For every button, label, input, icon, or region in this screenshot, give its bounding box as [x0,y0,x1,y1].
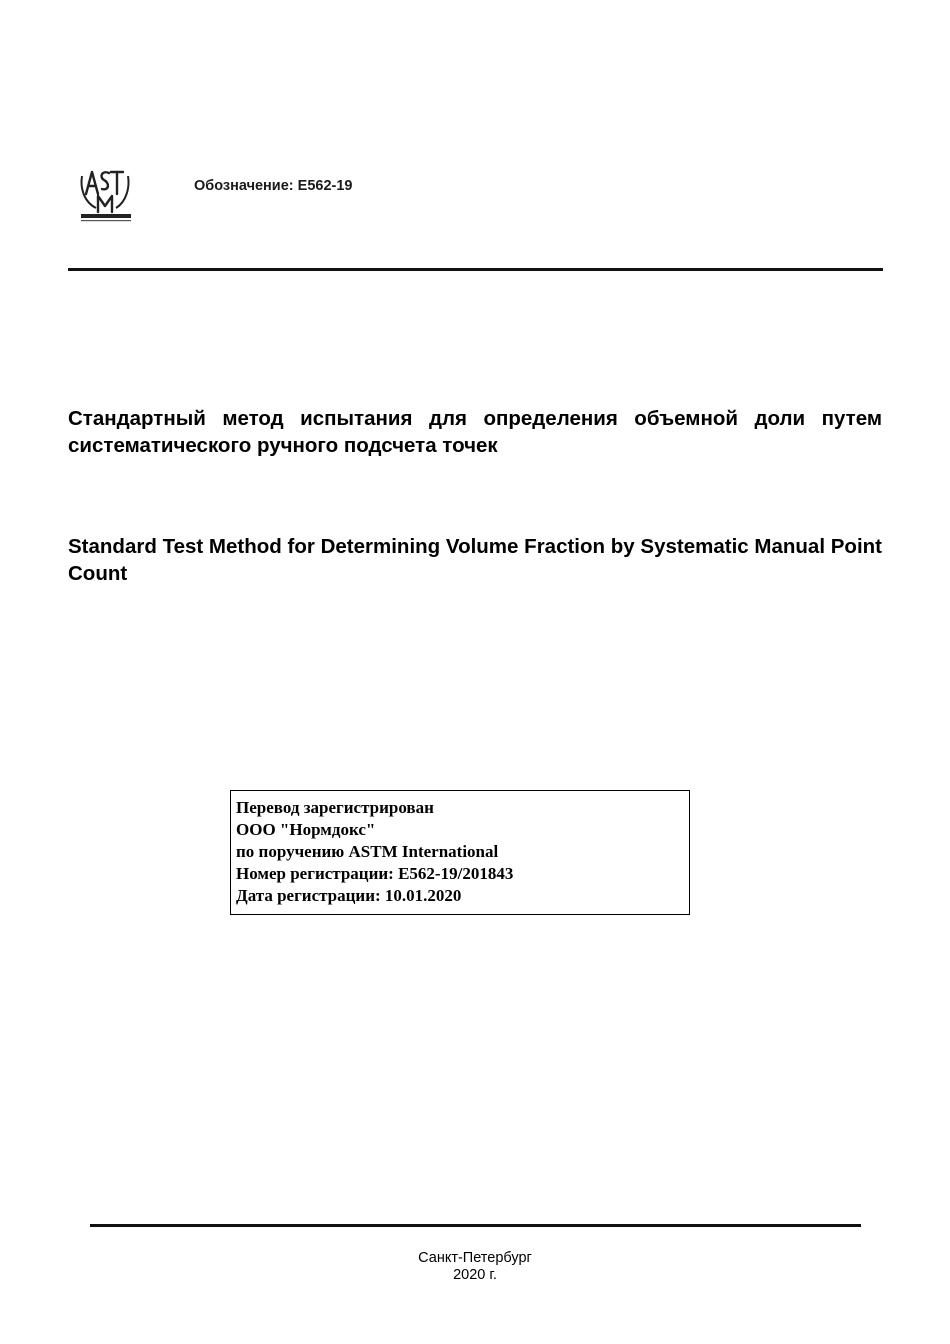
header-divider [68,268,883,271]
registration-line-company: ООО "Нормдокс" [236,820,376,839]
registration-line-number: Номер регистрации: E562-19/201843 [236,864,514,883]
registration-line-commission: по поручению ASTM International [236,842,499,861]
designation-label: Обозначение: E562-19 [194,178,353,194]
footer [0,1250,950,1284]
footer-city: Санкт-Петербург [418,1250,532,1266]
document-title-english: Standard Test Method for Determining Volume Fraction by Systematic Manual Point Count [68,535,882,585]
footer-divider [90,1224,861,1227]
footer-year: 2020 г. [453,1267,497,1283]
registration-line-date: Дата регистрации: 10.01.2020 [236,886,462,905]
astm-logo-icon [78,164,134,224]
registration-box [230,790,690,915]
document-title-russian: Стандартный метод испытания для определения объемной доли путем систематического ручного подсчета точек [68,407,882,457]
registration-line-status: Перевод зарегистрирован [236,798,434,817]
astm-logo [78,164,134,224]
